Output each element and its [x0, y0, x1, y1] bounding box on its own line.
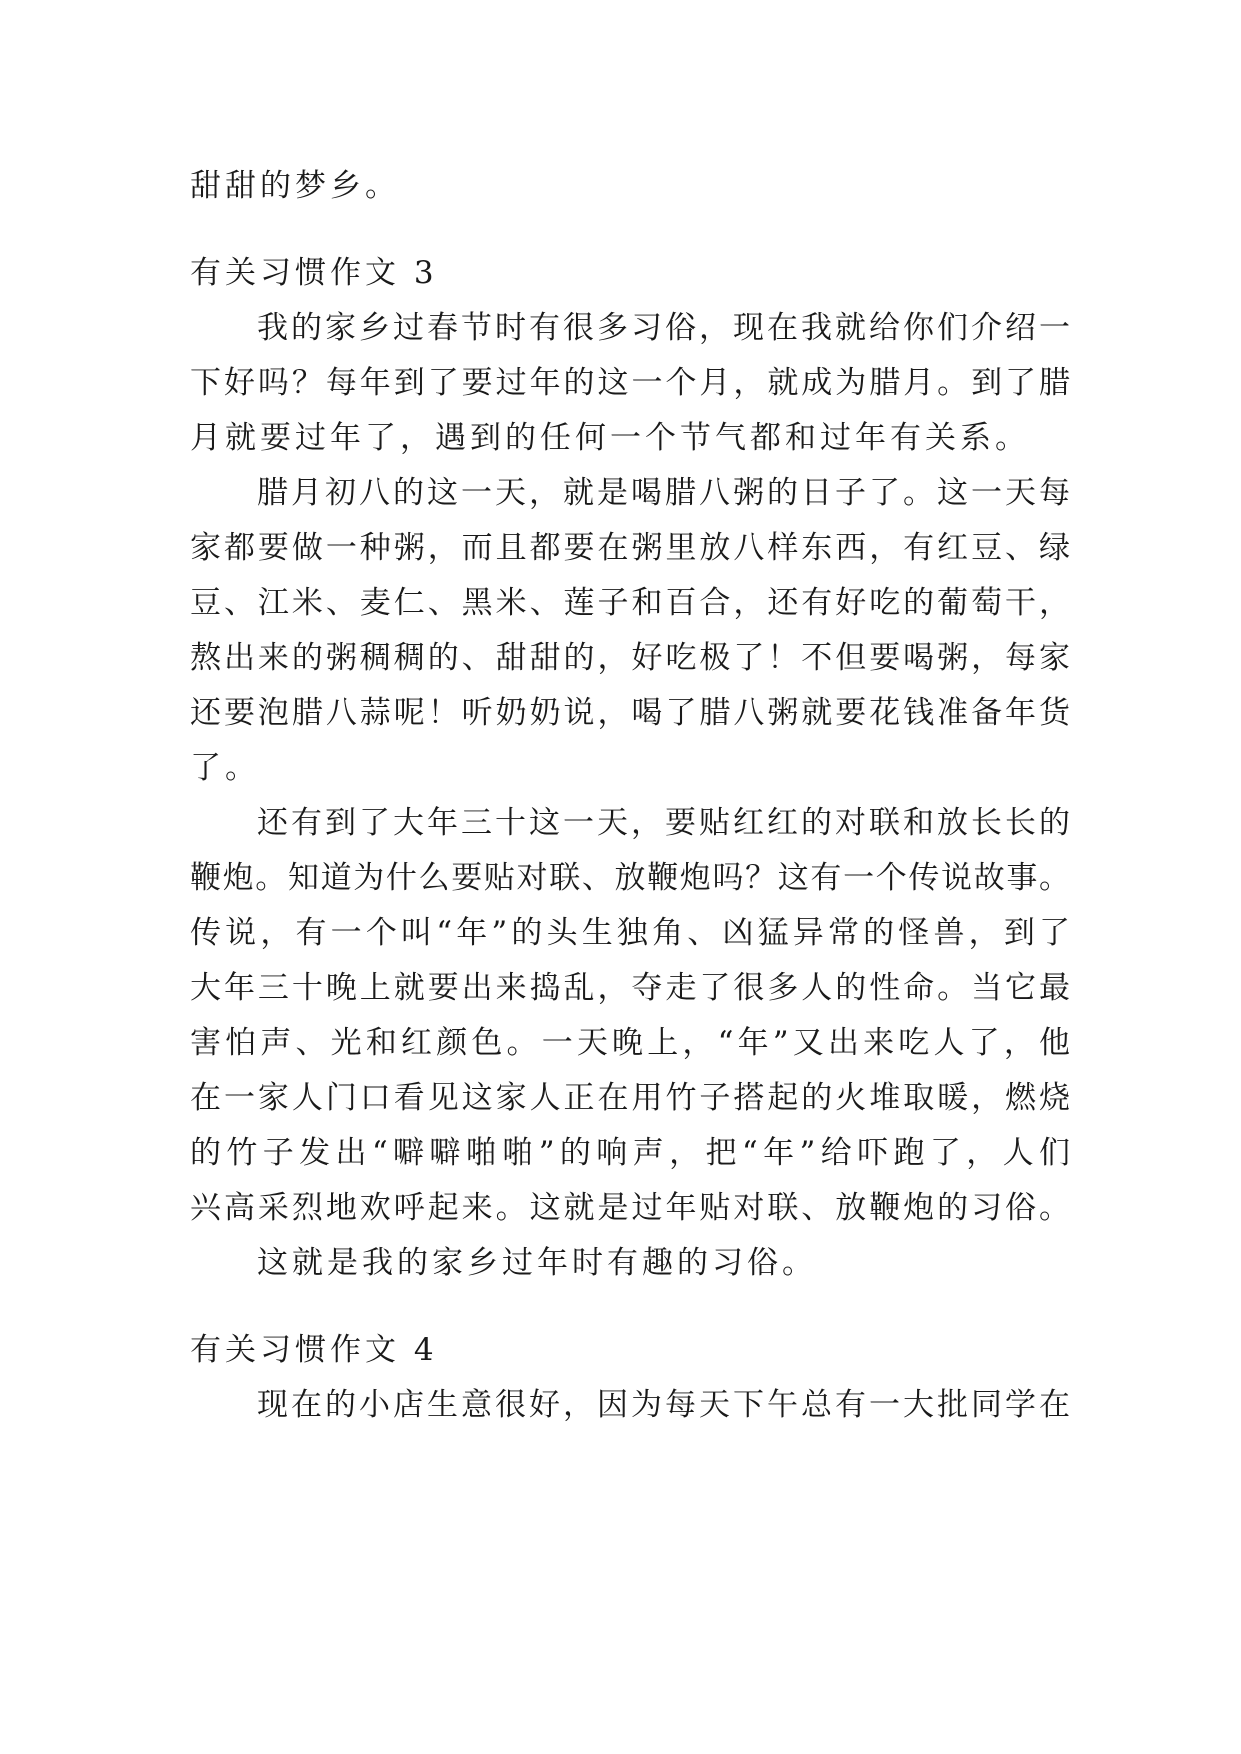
text-line: 月就要过年了，遇到的任何一个节气都和过年有关系。	[190, 420, 1030, 456]
text-line: 现在的小店生意很好，因为每天下午总有一大批同学在	[257, 1387, 1070, 1423]
text-line: 熬出来的粥稠稠的、甜甜的，好吃极了！不但要喝粥，每家	[190, 640, 1070, 676]
text-line: 鞭炮。知道为什么要贴对联、放鞭炮吗？这有一个传说故事。	[190, 860, 1070, 896]
text-line: 这就是我的家乡过年时有趣的习俗。	[257, 1245, 817, 1281]
text-line: 我的家乡过春节时有很多习俗，现在我就给你们介绍一	[257, 310, 1070, 346]
section-heading: 有关习惯作文 3	[190, 255, 438, 291]
text-line: 了。	[190, 750, 260, 786]
text-line: 在一家人门口看见这家人正在用竹子搭起的火堆取暖，燃烧	[190, 1080, 1070, 1116]
text-line: 还有到了大年三十这一天，要贴红红的对联和放长长的	[257, 805, 1070, 841]
text-line: 下好吗？每年到了要过年的这一个月，就成为腊月。到了腊	[190, 365, 1070, 401]
text-line: 还要泡腊八蒜呢！听奶奶说，喝了腊八粥就要花钱准备年货	[190, 695, 1070, 731]
text-line: 害怕声、光和红颜色。一天晚上，“年”又出来吃人了，他	[190, 1025, 1070, 1061]
text-line: 豆、江米、麦仁、黑米、莲子和百合，还有好吃的葡萄干，	[190, 585, 1070, 621]
section-heading: 有关习惯作文 4	[190, 1332, 438, 1368]
text-line: 兴高采烈地欢呼起来。这就是过年贴对联、放鞭炮的习俗。	[190, 1190, 1070, 1226]
text-line: 腊月初八的这一天，就是喝腊八粥的日子了。这一天每	[257, 475, 1070, 511]
text-line: 甜甜的梦乡。	[190, 168, 400, 204]
text-line: 的竹子发出“噼噼啪啪”的响声，把“年”给吓跑了，人们	[190, 1135, 1070, 1171]
text-line: 家都要做一种粥，而且都要在粥里放八样东西，有红豆、绿	[190, 530, 1070, 566]
text-line: 大年三十晚上就要出来捣乱，夺走了很多人的性命。当它最	[190, 970, 1070, 1006]
text-line: 传说，有一个叫“年”的头生独角、凶猛异常的怪兽，到了	[190, 915, 1070, 951]
